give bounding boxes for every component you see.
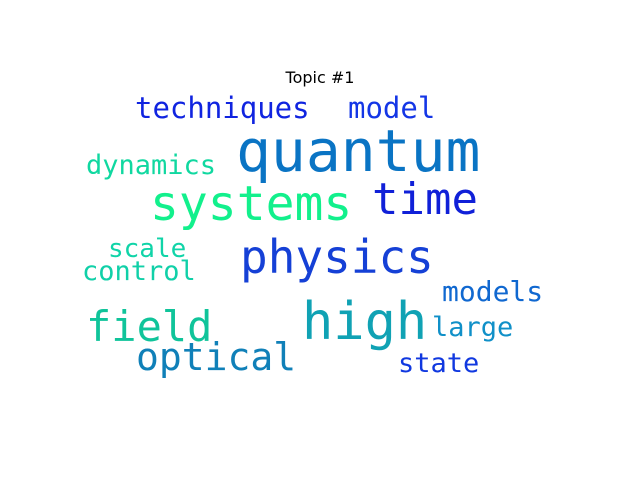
word-optical: optical (136, 335, 297, 379)
word-systems: systems (150, 176, 353, 232)
word-time: time (372, 174, 478, 225)
word-quantum: quantum (236, 117, 481, 185)
word-field: field (86, 302, 213, 351)
word-scale: scale (108, 234, 187, 264)
chart-title: Topic #1 (285, 68, 355, 87)
word-high: high (302, 292, 428, 352)
word-model: model (348, 91, 436, 125)
word-state: state (398, 348, 480, 379)
word-large: large (432, 312, 514, 343)
word-physics: physics (240, 230, 434, 284)
word-techniques: techniques (135, 91, 310, 125)
word-control: control (82, 256, 196, 287)
word-models: models (442, 275, 544, 308)
word-dynamics: dynamics (86, 150, 217, 181)
